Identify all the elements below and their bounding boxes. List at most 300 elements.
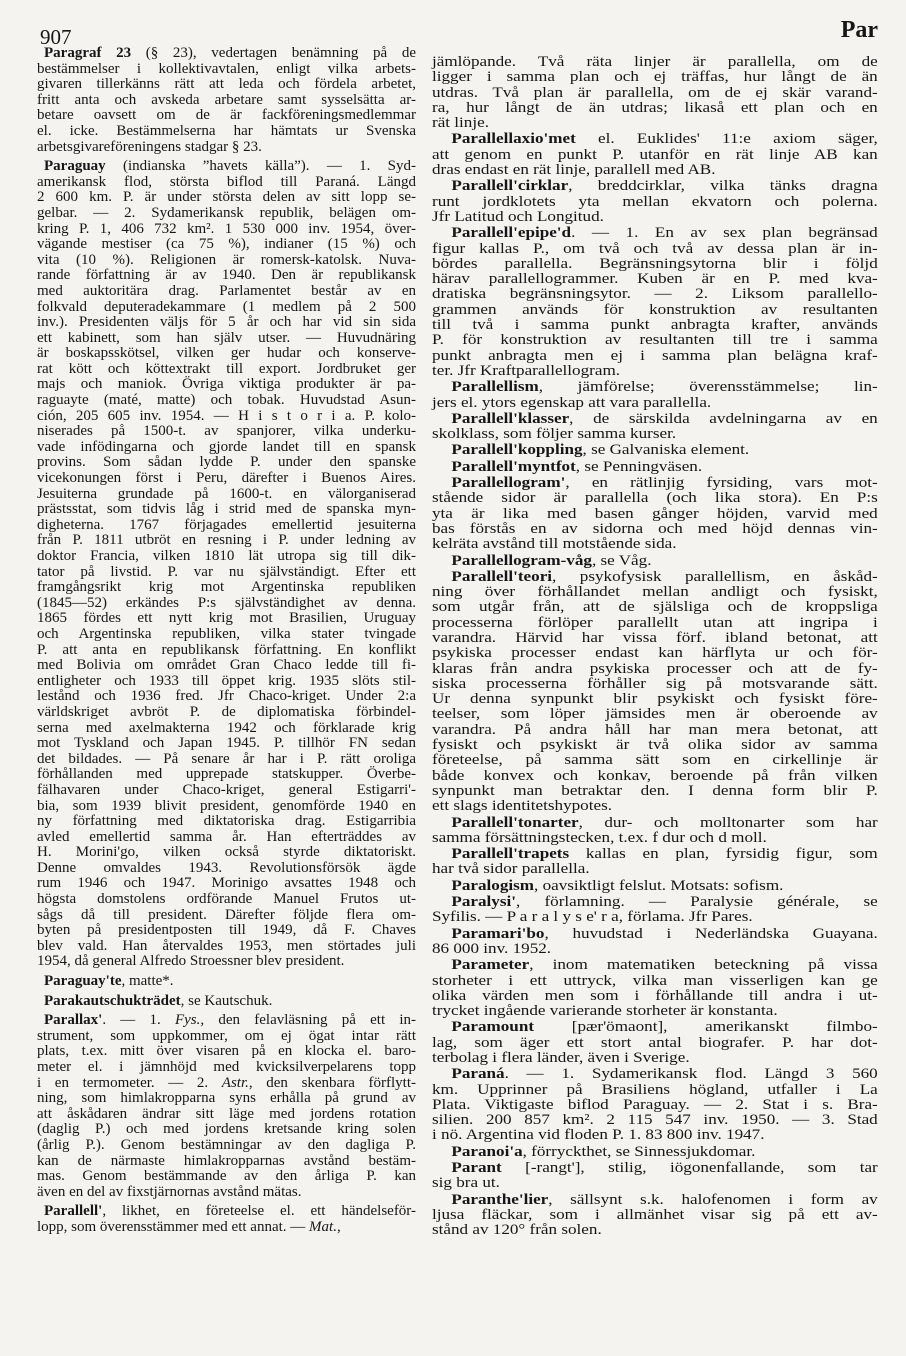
text-run: ett kabinett, som han själv utser. — Huvudnäring: [37, 329, 416, 346]
text-line: [37, 1107, 416, 1123]
text-line: [37, 658, 416, 674]
text-run: 2 600 km. P. är under största delen av sitt lopp se-: [37, 189, 416, 206]
text-line: [432, 1161, 878, 1176]
text-line: [432, 537, 878, 552]
dictionary-entry: [432, 380, 878, 411]
text-line: [432, 1176, 878, 1191]
text-run: yta är lika med basen gånger höjden, varvid med: [432, 505, 878, 522]
text-line: [37, 93, 416, 109]
text-line: [432, 101, 878, 116]
text-line: [432, 847, 878, 862]
text-line: [432, 753, 878, 768]
dictionary-entry: [432, 1193, 878, 1239]
text-run: 1954, då general Alfredo Stroessner blev president.: [37, 953, 345, 970]
headword: Parallellogram': [451, 475, 566, 492]
text-run: skolklass, som följer samma kurser.: [432, 426, 677, 443]
text-line: [432, 242, 878, 257]
dictionary-entry: [432, 958, 878, 1019]
text-run: betare oavsett om de är fackföreningsmedlemmar: [37, 107, 416, 124]
text-line: [37, 440, 416, 456]
text-line: [37, 487, 416, 503]
text-line: [37, 596, 416, 612]
text-run: Syfilis. — P a r a l y s e' r a, förlama. Jfr Pares.: [432, 909, 753, 926]
text-run: jers el. ytors egenskap att vara parallella.: [432, 394, 712, 411]
headword: Parallell'koppling: [451, 442, 583, 459]
text-line: [37, 455, 416, 471]
text-run: runt jordklotets yta mellan ekvatorn och polerna.: [432, 193, 878, 210]
text-line: [37, 471, 416, 487]
text-line: [432, 163, 878, 178]
text-run: . — 1.: [102, 1012, 175, 1029]
text-run: utdras. Två plan är parallella, om de ej skär varand-: [432, 84, 878, 101]
text-line: [432, 70, 878, 85]
text-line: [37, 939, 416, 955]
text-line: [432, 616, 878, 631]
text-run: gelbar. — 2. Sydamerikansk republik, belägen om-: [37, 204, 416, 221]
text-run: fritt anta och avskeda arbetare samt sysselsätta ar-: [37, 91, 416, 108]
text-line: [37, 237, 416, 253]
text-run: företeelse, på samma sätt som en cirkellinje är: [432, 752, 878, 769]
text-line: [37, 611, 416, 627]
headword: Paraná: [451, 1066, 505, 1083]
text-run: givaren tillerkänns rätt att leda och fördela arbetet,: [37, 76, 416, 93]
text-run: doktor Francia, vilken 1810 lät utropa sig till dik-: [37, 548, 416, 564]
text-run: serna med axelmakterna 1942 och förklarade krig: [37, 719, 416, 736]
text-line: [432, 522, 878, 537]
text-line: [432, 333, 878, 348]
text-line: [37, 1122, 416, 1138]
text-line: [37, 77, 416, 93]
text-line: [432, 879, 878, 894]
headword: Parallell'trapets: [451, 846, 570, 863]
text-line: [432, 55, 878, 70]
text-line: [37, 377, 416, 393]
text-run: , förryckthet, se Sinnessjukdomar.: [522, 1143, 756, 1160]
text-run: silien. 200 857 km². 2 115 547 inv. 1950. — 3. Stad: [432, 1112, 878, 1129]
text-run: , huvudstad i Nederländska Guayana.: [544, 925, 878, 942]
text-line: [37, 108, 416, 124]
text-line: [432, 257, 878, 272]
text-run: kring P. 1, 406 732 km². 1 530 000 inv. 1954, över-: [37, 220, 416, 237]
headword: Parallell'epipe'd: [451, 225, 572, 242]
text-line: [432, 707, 878, 722]
text-run: P. för konstruktion av resultanten till tre i samma: [432, 332, 878, 349]
text-run: figur kallas P., om två och två av dessa plan är in-: [432, 240, 878, 257]
text-line: [432, 116, 878, 131]
text-run: bia, som 1939 blivit president, genomförde 1940 en: [37, 797, 416, 814]
text-run: , se Penningväsen.: [575, 458, 703, 475]
text-run: Jesuiterna grundade på 1600-t. en välorganiserad: [37, 485, 416, 502]
text-run: el. Euklides' 11:e axiom säger,: [575, 131, 878, 148]
text-line: [432, 287, 878, 302]
text-run: kallas en plan, fyrsidig figur, som: [569, 846, 878, 863]
text-run: högsta domstolens ordförande Manuel Frutos ut-: [37, 891, 416, 908]
text-line: [37, 814, 416, 830]
text-run: vicekonungen först i Peru, därefter i Buenos Aires.: [37, 470, 416, 487]
text-line: [432, 132, 878, 147]
dictionary-entry: [432, 1020, 878, 1066]
text-line: [37, 799, 416, 815]
text-line: [432, 412, 878, 427]
text-run: Jfr Latitud och Longitud.: [432, 208, 604, 225]
text-run: . — 1. Sydamerikansk flod. Längd 3 560: [504, 1066, 878, 1083]
text-run: processerna förlöper parallellt utan att ingripa i: [432, 614, 878, 631]
text-run: i nö. Argentina vid floden P. 1. 83 800 inv. 1947.: [432, 1127, 765, 1144]
text-run: är boskapsskötsel, vilken ger hudar och konserve-: [37, 345, 416, 362]
text-line: [432, 769, 878, 784]
text-run: P. att anta en republikansk författning. En konflikt: [37, 641, 416, 658]
text-run: ,: [336, 1218, 341, 1235]
text-run: vade infödingarna och gjorde landet till en spansk: [37, 438, 416, 455]
text-run: inv.). Presidenten väljs för 5 år och har vid sin sida: [37, 314, 416, 331]
text-line: [432, 195, 878, 210]
text-line: [432, 476, 878, 491]
text-run: bestämmelser i kollektivavtalen, enligt vilka arbets-: [37, 60, 416, 77]
text-run: tator på livstid. P. var nu självständigt. Efter ett: [37, 563, 416, 580]
text-run: det bildades. — På senare år har i P. rätt oroliga: [37, 750, 416, 767]
text-line: [37, 643, 416, 659]
text-run: fysiskt och psykiskt är två olika sidor av samma: [432, 737, 878, 754]
headword: Paraguay'te: [44, 973, 122, 990]
text-line: [432, 974, 878, 989]
text-run: teelser, som löper jämsides men är oberoende av: [432, 706, 878, 723]
text-run: stånd av 120° från solen.: [432, 1222, 602, 1239]
text-run: terbolag i flera länder, även i Sverige.: [432, 1050, 690, 1066]
text-line: [432, 816, 878, 831]
text-run: klaras från andra psykiska processer och att de fy-: [432, 660, 878, 677]
headword: Parallell'myntfot: [451, 458, 576, 475]
headword: Paragraf 23: [44, 45, 132, 61]
text-line: [37, 175, 416, 191]
text-run: dras endast en rät linje, parallell med AB.: [432, 162, 716, 179]
text-run: Ur denna synpunkt blir psykiskt och fysiskt före-: [432, 691, 878, 708]
text-line: [432, 862, 878, 877]
text-line: [432, 380, 878, 395]
dictionary-entry: [432, 1067, 878, 1143]
text-line: [432, 1113, 878, 1128]
text-line: [37, 845, 416, 861]
text-run: mas. Genom bestämmande av den årliga P. kan: [37, 1168, 416, 1185]
text-line: [432, 723, 878, 738]
text-run: ter. Jfr Kraftparallellogram.: [432, 362, 621, 379]
text-line: [432, 570, 878, 585]
text-line: [432, 460, 878, 475]
text-line: [37, 222, 416, 238]
text-run: mot Tyskland och Japan 1945. P. tillhör FN sedan: [37, 735, 416, 752]
text-run: , matte*.: [121, 973, 174, 990]
text-line: [432, 349, 878, 364]
text-run: sågs då till president. Därefter följde flera om-: [37, 906, 416, 923]
dictionary-entry: [432, 879, 878, 894]
dictionary-entry: [432, 570, 878, 815]
text-run: att genom en punkt P. utanför en rät linje AB kan: [432, 146, 878, 163]
text-line: [37, 674, 416, 690]
text-line: [432, 226, 878, 241]
dictionary-entry: [432, 816, 878, 847]
dictionary-entry: [432, 443, 878, 458]
dictionary-entry: [37, 159, 416, 970]
text-run: jämlöpande. Två räta linjer är parallella, om de: [432, 54, 878, 70]
text-run: , psykofysisk parallellism, en åskåd-: [552, 568, 878, 585]
text-run: och Argentinska republiken, vilka stater tvingade: [37, 625, 416, 642]
text-line: [37, 705, 416, 721]
text-line: [37, 1185, 416, 1201]
text-run: , dur- och molltonarter som har: [578, 814, 878, 831]
text-line: [432, 677, 878, 692]
text-line: [432, 1193, 878, 1208]
text-run: varandra. På andra håll har man mera betonat, att: [432, 721, 878, 738]
text-line: [432, 427, 878, 442]
text-run: niserades på 1500-t. av spanjorer, vilka underku-: [37, 423, 416, 440]
headword: Paralysi': [451, 894, 516, 911]
text-run: byten på presidentposten till 1949, då F. Chaves: [37, 922, 416, 939]
text-line: [37, 830, 416, 846]
text-run: strument, som uppkommer, om ej ögat intar rätt: [37, 1027, 416, 1044]
text-run: , se Våg.: [591, 552, 652, 569]
text-line: [432, 784, 878, 799]
text-run: rum 1946 och 1947. Morinigo avsattes 1948 och: [37, 875, 416, 892]
headword: Parallellogram-våg: [451, 552, 592, 569]
text-run: avled emellertid samma år. Han efterträddes av: [37, 828, 416, 845]
text-line: [37, 876, 416, 892]
text-run: samma försättningstecken, t.ex. f dur och d moll.: [432, 829, 767, 846]
text-run: digheterna. 1767 förjagades emellertid jesuiterna: [37, 516, 416, 533]
text-run: rat kött och köttextrakt till export. Jordbruket ger: [37, 360, 416, 377]
text-run: , se Kautschuk.: [180, 992, 273, 1009]
text-line: [37, 424, 416, 440]
text-line: [432, 272, 878, 287]
text-line: [37, 1169, 416, 1185]
text-line: [37, 1138, 416, 1154]
text-line: [37, 783, 416, 799]
text-run: storheter i ett uttryck, vilka man visserligen kan ge: [432, 972, 878, 989]
text-line: [432, 927, 878, 942]
text-run: raguayte (maté, matte) och tobak. Huvudstad Asun-: [37, 392, 416, 409]
text-run: bördes parallella. Begränsningsytorna blir i följd: [432, 255, 878, 272]
text-run: majs och maniok. Övriga viktiga produkter är pa-: [37, 376, 416, 393]
text-line: [432, 831, 878, 846]
headword: Parallell'teori: [451, 568, 553, 585]
dictionary-entry: [432, 927, 878, 958]
text-line: [37, 1076, 416, 1092]
text-line: [37, 190, 416, 206]
text-line: [432, 364, 878, 379]
text-run: km. Upprinner på Brasiliens högland, utfaller i La: [432, 1081, 878, 1098]
text-run: (§ 23), vedertagen benämning på de: [131, 45, 416, 61]
text-line: [37, 315, 416, 331]
headword: Parameter: [451, 957, 530, 974]
text-run: , de särskilda avdelningarna av en: [569, 410, 878, 427]
text-run: olika värden men som i förhållande till andra i ut-: [432, 987, 878, 1004]
text-run: plats, t.ex. mitt över visaren på en klocka el. baro-: [37, 1043, 416, 1060]
text-run: ning över förhållandet mellan andligt och fysiskt,: [432, 584, 878, 601]
text-run: , se Galvaniska element.: [582, 442, 750, 459]
text-line: [37, 861, 416, 877]
headword: Paralogism: [451, 877, 535, 894]
text-run: ljusa fläckar, som i allmänhet visar sig på ett av-: [432, 1206, 878, 1223]
text-run: i en termometer. — 2.: [37, 1074, 222, 1091]
text-run: prästsstat, som tidvis låg i strid med de spanska myn-: [37, 501, 416, 518]
text-line: [37, 994, 416, 1010]
text-line: [37, 974, 416, 990]
text-line: [37, 627, 416, 643]
text-line: [37, 1220, 416, 1236]
text-line: [37, 752, 416, 768]
text-run: trycket ingående varierande storheter är konstanta.: [432, 1003, 778, 1020]
text-run: lestånd och 1936 fred. Jfr Chaco-kriget. Under 2:a: [37, 688, 416, 705]
headword: Parallell'tonarter: [451, 814, 579, 831]
text-run: entligheter och 1933 till öppet krig. 1935 slöts stil-: [37, 672, 416, 689]
text-run: med Bolivia om området Gran Chaco ledde till fi-: [37, 657, 416, 674]
italic-abbreviation: Fys.: [174, 1012, 201, 1029]
text-run: Denne omvaldes 1943. Revolutionsförsök ägde: [37, 859, 416, 876]
text-run: , den skenbara förflytt-: [248, 1074, 416, 1091]
text-line: [432, 585, 878, 600]
left-column: [37, 46, 416, 1236]
text-line: [432, 799, 878, 814]
text-run: även en del av fixstjärnornas avstånd mätas.: [37, 1183, 302, 1200]
dictionary-entry: [432, 554, 878, 569]
headword: Paraguay: [44, 158, 106, 175]
text-run: från P. 1811 utbröt en resning i P. under ledning av: [37, 532, 416, 549]
text-line: [37, 46, 416, 62]
headword: Parallell': [44, 1203, 103, 1220]
text-line: [37, 767, 416, 783]
text-run: rande författning är av 1940. Den är republikansk: [37, 267, 416, 284]
headword: Paramount: [451, 1019, 535, 1036]
text-line: [432, 1098, 878, 1113]
text-line: [37, 1029, 416, 1045]
text-line: [37, 565, 416, 581]
text-run: folkvald deputeradekammare (1 medlem på 2 500: [37, 298, 416, 315]
dictionary-entry: [432, 179, 878, 225]
text-line: [432, 554, 878, 569]
text-line: [37, 1060, 416, 1076]
text-line: [37, 689, 416, 705]
text-run: både konvex och konkav, beroende på från vilken: [432, 767, 878, 784]
text-line: [432, 396, 878, 411]
text-run: provins. Som sådan lydde P. under den spanske: [37, 454, 416, 471]
text-run: synpunkt man betraktar den. I denna form blir P.: [432, 782, 878, 799]
text-line: [432, 942, 878, 957]
text-run: sig bra ut.: [432, 1175, 500, 1192]
text-run: siska processerna förhåller sig på motsvarande sätt.: [432, 675, 878, 692]
text-line: [432, 507, 878, 522]
text-run: vita (10 %). Religionen är romersk-katolsk. Nuva-: [37, 251, 416, 268]
dictionary-entry: [37, 1204, 416, 1235]
text-line: [37, 300, 416, 316]
page-number: 907: [40, 25, 72, 49]
text-line: [432, 1223, 878, 1238]
text-line: [432, 600, 878, 615]
text-run: H. Morini'go, vilken också styrde diktatoriskt.: [37, 844, 416, 861]
text-run: lopp, som överensstämmer med ett annat. —: [37, 1218, 310, 1235]
text-run: , förlamning. — Paralysie générale, se: [515, 894, 878, 911]
text-run: , likhet, en företeelse el. ett händelseför-: [102, 1203, 416, 1220]
text-run: punkt anbragta men ej i samma plan belägna kraf-: [432, 347, 878, 364]
text-run: kan de närmaste himlakropparnas avstånd bestäm-: [37, 1152, 416, 1169]
text-line: [37, 140, 416, 156]
dictionary-entry: [432, 412, 878, 443]
text-line: [37, 1044, 416, 1060]
text-line: [432, 1128, 878, 1143]
text-line: [432, 910, 878, 925]
dictionary-entry: [432, 476, 878, 552]
text-run: som utgår från, att de själsliga och de kroppsliga: [432, 599, 878, 616]
guide-word: Par: [840, 17, 878, 43]
text-line: [432, 738, 878, 753]
dictionary-entry: [432, 1161, 878, 1192]
headword: Parakautschukträdet: [44, 992, 181, 1009]
text-run: framgångsrikt krig mot Argentinska republiken: [37, 579, 416, 596]
text-line: [37, 268, 416, 284]
text-run: , den felavläsning på ett in-: [200, 1012, 417, 1029]
text-run: meter el. i jämnhöjd med kvicksilverpelarens topp: [37, 1059, 416, 1075]
text-run: (årlig P.). Genom bestämningar av den dagliga P.: [37, 1136, 416, 1153]
text-line: [37, 393, 416, 409]
text-run: ning, som himlakropparna syns erhålla på grund av: [37, 1090, 416, 1107]
dictionary-entry: [432, 847, 878, 878]
text-line: [432, 631, 878, 646]
text-line: [432, 179, 878, 194]
text-run: 86 000 inv. 1952.: [432, 940, 552, 957]
italic-abbreviation: Mat.: [309, 1218, 337, 1235]
text-run: . — 1. En av sex plan begränsad: [571, 225, 878, 242]
text-run: vägande mestiser (ca 75 %), indianer (15 %) och: [37, 236, 416, 253]
text-run: (daglig P.) och med jordens kretsande kring solen: [37, 1121, 416, 1138]
headword: Parant: [451, 1160, 502, 1177]
text-line: [432, 1020, 878, 1035]
text-line: [37, 533, 416, 549]
headword: Parallell'klasser: [451, 410, 570, 427]
text-line: [37, 721, 416, 737]
text-line: [37, 331, 416, 347]
text-line: [37, 1204, 416, 1220]
text-line: [37, 346, 416, 362]
text-run: varandra. Härvid har vissa förf. ibland betonat, att: [432, 629, 878, 646]
text-run: ett slags identitetshypotes.: [432, 798, 613, 815]
text-run: , oavsiktligt felslut. Motsats: sofism.: [534, 877, 784, 894]
text-line: [432, 989, 878, 1004]
text-line: [432, 148, 878, 163]
text-run: fälhavaren under Chaco-kriget, general Estigarri'-: [37, 781, 416, 798]
text-line: [432, 443, 878, 458]
text-run: blev vald. Han återvaldes 1953, men störtades juli: [37, 937, 416, 954]
text-line: [37, 159, 416, 175]
headword: Paranthe'lier: [451, 1191, 549, 1208]
text-run: lag, som äger ett stort antal biografer. P. har dot-: [432, 1034, 878, 1051]
text-run: ligger i samma plan och ej träffas, hur långt de än: [432, 69, 878, 86]
headword: Paramari'bo: [451, 925, 545, 942]
text-line: [37, 62, 416, 78]
text-run: härav parallellogrammer. Kuben är en P. med kva-: [432, 271, 878, 288]
dictionary-entry: [432, 132, 878, 178]
text-line: [37, 124, 416, 140]
text-line: [432, 210, 878, 225]
dictionary-entry: [37, 974, 416, 990]
text-run: bas förstås en av sidorna och med höjd dennas vin-: [432, 520, 878, 537]
text-line: [432, 1036, 878, 1051]
dictionary-entry: [37, 46, 416, 155]
text-line: [432, 303, 878, 318]
text-run: att åskådaren ändrar sitt läge med jordens rotation: [37, 1105, 416, 1122]
text-line: [37, 284, 416, 300]
text-line: [432, 646, 878, 661]
text-run: 1865 fördes ett nytt krig mot Brasilien, Uruguay: [37, 610, 416, 627]
headword: Parallellism: [451, 379, 539, 396]
text-line: [432, 318, 878, 333]
text-line: [37, 1154, 416, 1170]
